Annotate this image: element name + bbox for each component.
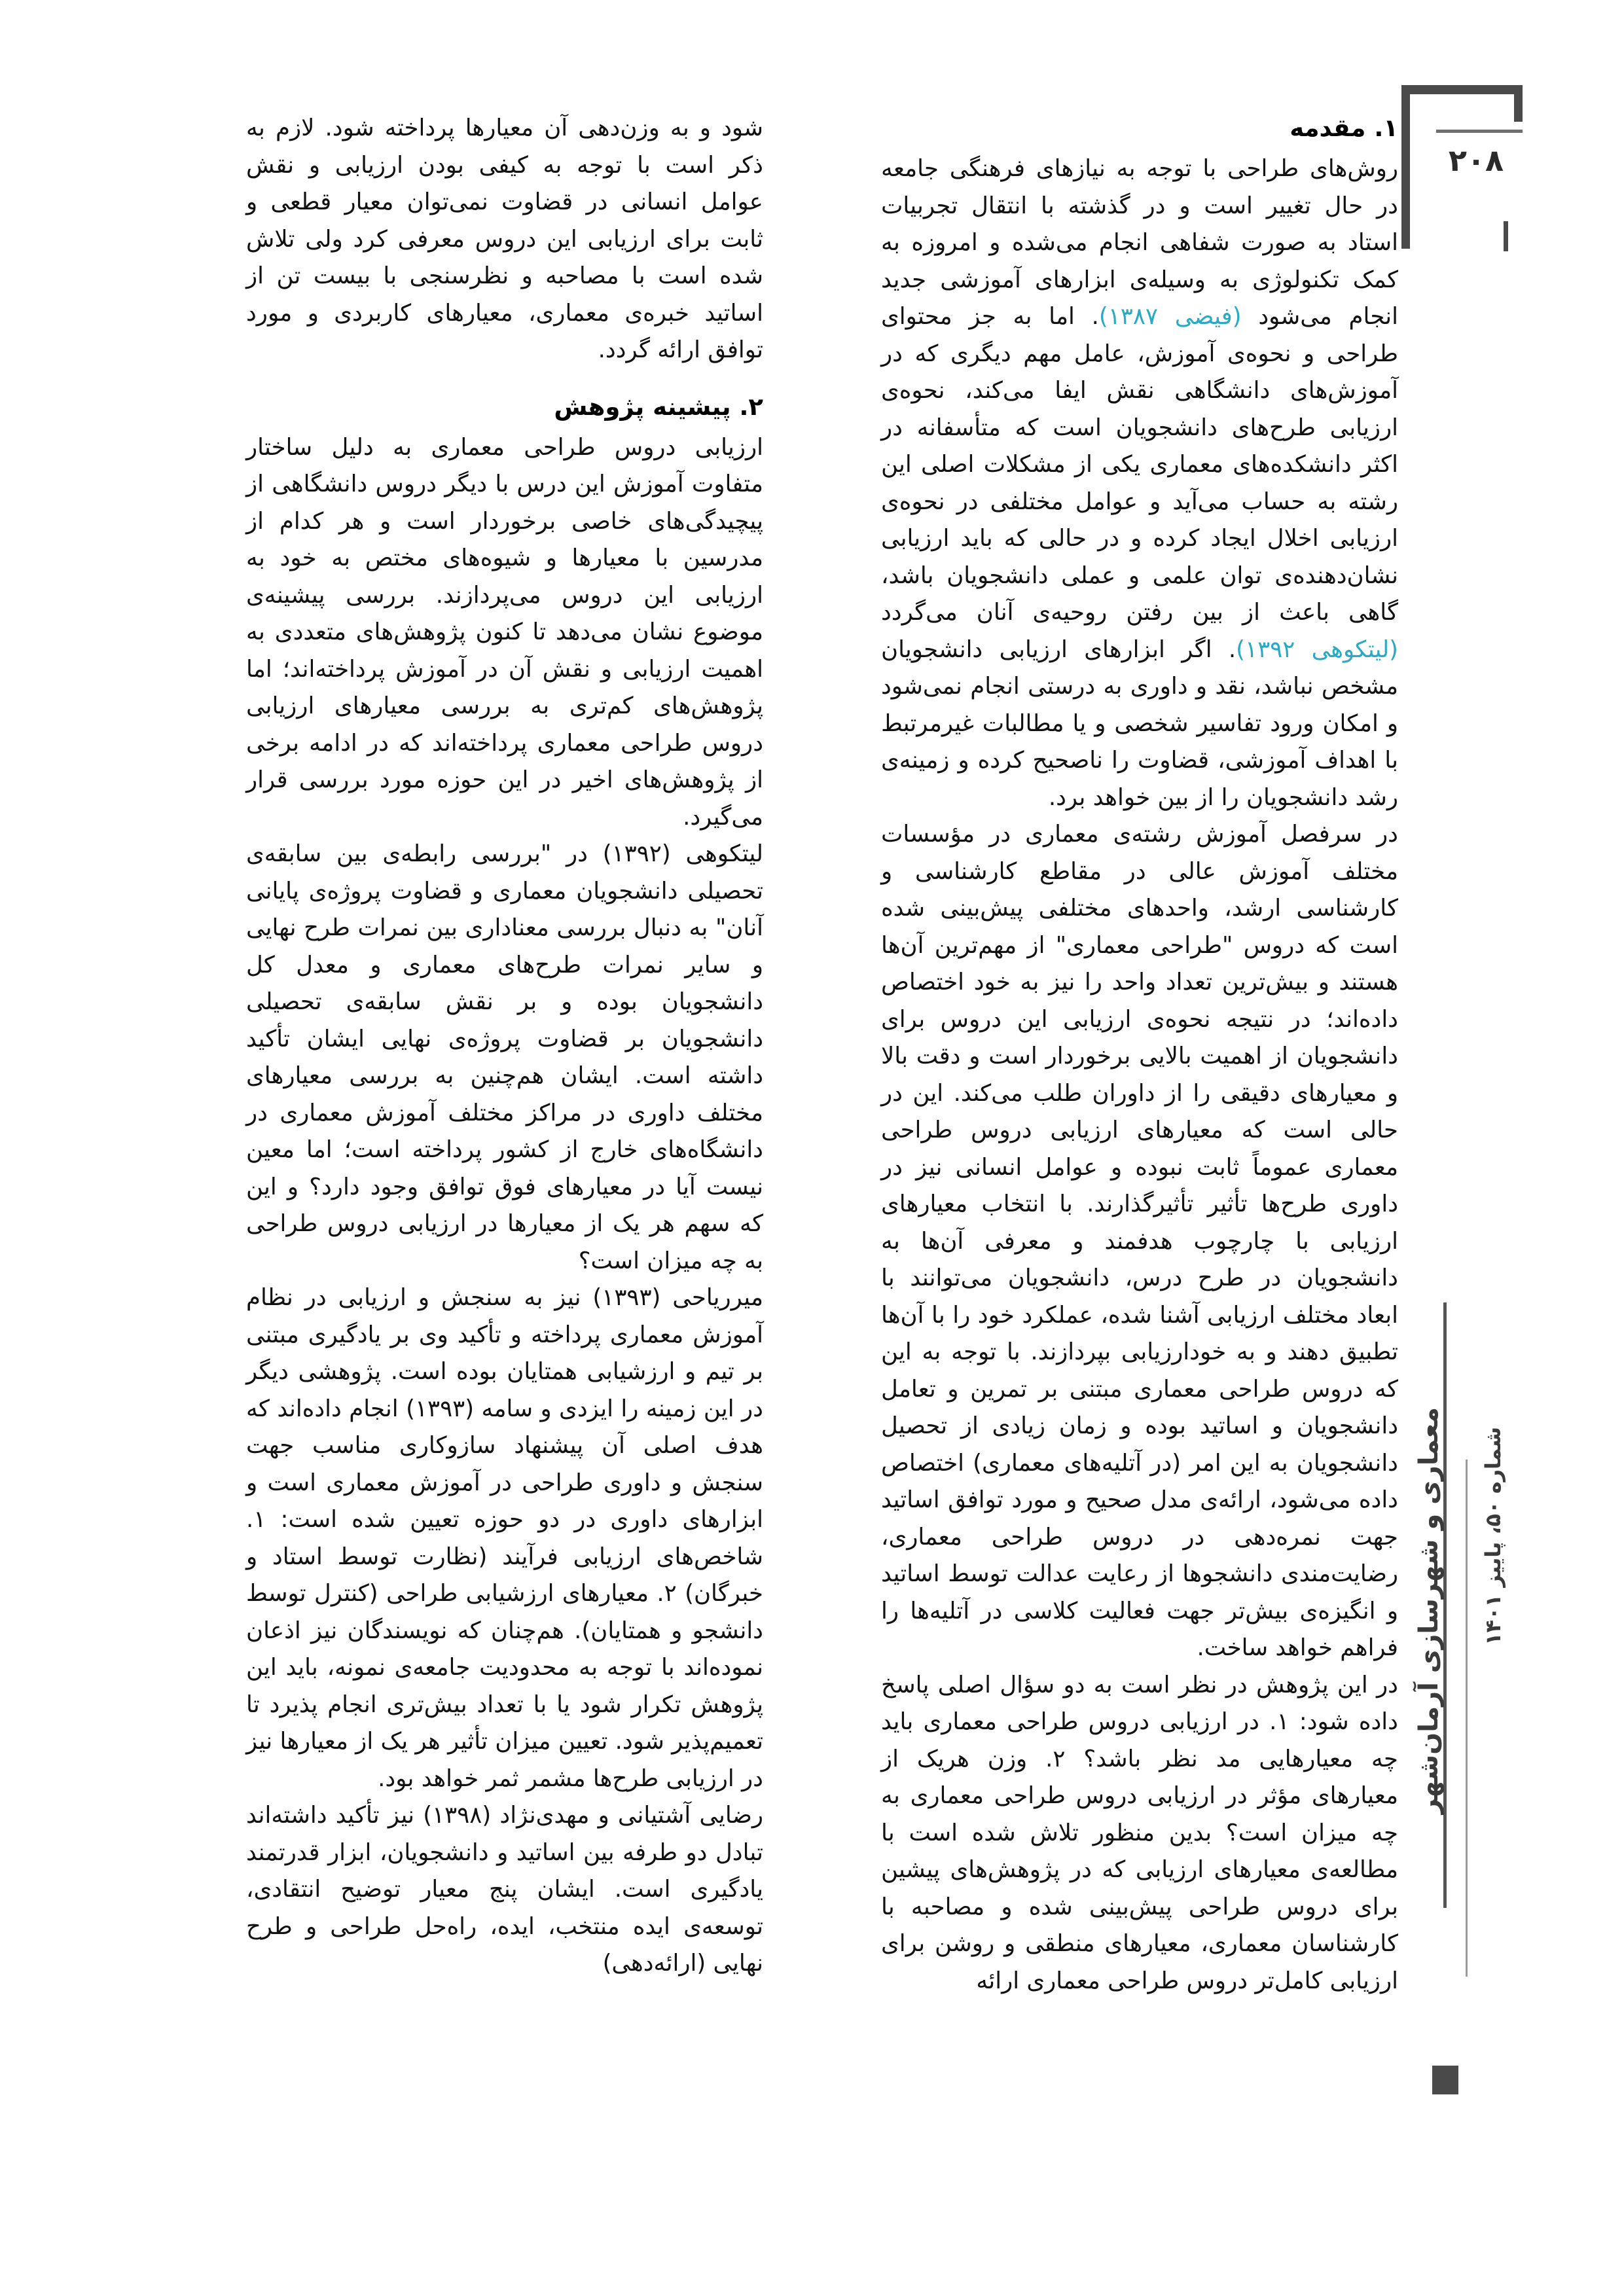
column-right-body <box>881 151 1398 2000</box>
side-rail-block <box>1432 2066 1458 2094</box>
body-paragraph: روش‌های طراحی با توجه به نیازهای فرهنگی جامعه در حال تغییر است و در گذشته با انتقال تجربیات استاد به صورت شفاهی انجام می‌شده و امروزه به کمک تکنولوژی به وسیله‌ی ابزارهای آموزشی جدید انجام می‌شود (فیضی ۱۳۸۷). اما به جز محتوای طراحی و نحوه‌ی آموزش، عامل مهم دیگری که در آموزش‌های دانشگاهی نقش ایفا می‌کند، نحوه‌ی ارزیابی طرح‌های دانشجویان است که متأسفانه در اکثر دانشکده‌های معماری یکی از مشکلات اصلی این رشته به حساب می‌آید و عوامل مختلفی در نحوه‌ی ارزیابی اخلال ایجاد کرده و در حالی که باید ارزیابی نشان‌دهنده‌ی توان علمی و عملی دانشجویان باشد، گاهی باعث از بین رفتن روحیه‌ی آنان می‌گردد (لیتکوهی ۱۳۹۲). اگر ابزارهای ارزیابی دانشجویان مشخص نباشد، نقد و داوری به درستی انجام نمی‌شود و امکان ورود تفاسیر شخصی و یا مطالبات غیرمرتبط با اهداف آموزشی، قضاوت را ناصحیح کرده و زمینه‌ی رشد دانشجویان را از بین خواهد برد. <box>881 155 1398 811</box>
column-left <box>246 110 763 1982</box>
citation-reference[interactable]: (فیضی ۱۳۸۷) <box>1098 303 1242 330</box>
column-right <box>881 110 1398 2000</box>
journal-title: معماری و شهرسازی آرمان‌شهر <box>1414 1407 1444 1814</box>
body-paragraph: در این پژوهش در نظر است به دو سؤال اصلی پاسخ داده شود: ۱. در ارزیابی دروس طراحی معماری باید چه معیارهایی مد نظر باشد؟ ۲. وزن هریک از معیارهای مؤثر در ارزیابی دروس طراحی معماری به چه میزان است؟ بدین منظور تلاش شده است با مطالعه‌ی معیارهای ارزیابی که در پژوهش‌های پیشین برای دروس طراحی پیش‌بینی شده و مصاحبه با کارشناسان معماری، معیارهای منطقی و روشن برای ارزیابی کامل‌تر دروس طراحی معماری ارائه <box>881 1671 1398 1994</box>
issue-line: شماره ۵۰، پاییز ۱۴۰۱ <box>1481 1427 1506 1646</box>
body-paragraph: میرریاحی (۱۳۹۳) نیز به سنجش و ارزیابی در نظام آموزش معماری پرداخته و تأکید وی بر یادگیری مبتنی بر تیم و ارزشیابی همتایان بوده است. پژوهشی دیگر در این زمینه را ایزدی و سامه (۱۳۹۳) انجام داده‌اند که هدف اصلی آن پیشنهاد سازوکاری مناسب جهت سنجش و داوری طراحی در آموزش معماری است و ابزارهای داوری در دو حوزه تعیین شده است: ۱. شاخص‌های ارزیابی فرآیند (نظارت توسط استاد و خبرگان) ۲. معیارهای ارزشیابی طراحی (کنترل توسط دانشجو و همتایان). هم‌چنان که نویسندگان نیز اذعان نموده‌اند با توجه به محدودیت جامعه‌ی نمونه، باید این پژوهش تکرار شود یا با تعداد بیش‌تری انجام پذیرد تا تعمیم‌پذیر شود. تعیین میزان تأثیر هر یک از معیارها نیز در ارزیابی طرح‌ها مشمر ثمر خواهد بود. <box>246 1284 763 1792</box>
side-running-head <box>1411 1302 1509 2094</box>
page-number-corner-mark <box>1401 85 1523 278</box>
body-paragraph: در سرفصل آموزش رشته‌ی معماری در مؤسسات مختلف آموزش عالی در مقاطع کارشناسی و کارشناسی ارشد، واحدهای مختلفی پیش‌بینی شده است که دروس "طراحی معماری" از مهم‌ترین آن‌ها هستند و بیش‌ترین تعداد واحد را نیز به خود اختصاص داده‌اند؛ در نتیجه نحوه‌ی ارزیابی این دروس برای دانشجویان از اهمیت بالایی برخوردار است و دقت بالا و معیارهای دقیقی را از داوران طلب می‌کند. این در حالی است که معیارهای ارزیابی دروس طراحی معماری عموماً ثابت نبوده و عوامل انسانی نیز در داوری طرح‌ها تأثیر تأثیرگذارند. با انتخاب معیارهای ارزیابی با چارچوب هدفمند و معرفی آن‌ها به دانشجویان در طرح درس، دانشجویان می‌توانند با ابعاد مختلف ارزیابی آشنا شده، عملکرد خود را با آن‌ها تطبیق دهند و به خودارزیابی بپردازند. با توجه به این که دروس طراحی معماری مبتنی بر تمرین و تعامل دانشجویان و اساتید بوده و زمان زیادی از تحصیل دانشجویان به این امر (در آتلیه‌های معماری) اختصاص داده می‌شود، ارائه‌ی مدل صحیح و مورد توافق اساتید جهت نمره‌دهی در دروس طراحی معماری، رضایت‌مندی دانشجوها از رعایت عدالت توسط اساتید و انگیزه‌ی بیش‌تر جهت فعالیت کلاسی در آتلیه‌ها را فراهم خواهد ساخت. <box>881 821 1398 1661</box>
page-number: ۲۰۸ <box>1448 143 1504 178</box>
corner-bracket-left <box>1401 85 1410 249</box>
section-heading-literature-review: ۲. پیشینه پژوهش <box>554 392 763 421</box>
body-paragraph: لیتکوهی (۱۳۹۲) در "بررسی رابطه‌ی بین سابقه‌ی تحصیلی دانشجویان معماری و قضاوت پروژه‌ی پایانی آنان" به دنبال بررسی معناداری بین نمرات طرح نهایی و سایر نمرات طرح‌های معماری و معدل کل دانشجویان بوده و بر نقش سابقه‌ی تحصیلی دانشجویان بر قضاوت پروژه‌ی نهایی ایشان تأکید داشته است. ایشان هم‌چنین به بررسی معیارهای مختلف داوری در مراکز مختلف آموزش معماری در دانشگاه‌های خارج از کشور پرداخته است؛ اما معین نیست آیا در معیارهای فوق توافق وجود دارد؟ و این که سهم هر یک از معیارها در ارزیابی دروس طراحی به چه میزان است؟ <box>246 840 763 1274</box>
body-paragraph: رضایی آشتیانی و مهدی‌نژاد (۱۳۹۸) نیز تأکید داشته‌اند تبادل دو طرفه بین اساتید و دانشجویان، ابزار قدرتمند یادگیری است. ایشان پنج معیار توضیح انتقادی، توسعه‌ی ایده منتخب، ایده، راه‌حل طراحی و طرح نهایی (ارائه‌دهی) <box>246 1802 763 1977</box>
corner-bracket-stub <box>1514 85 1523 122</box>
column-left-carryover <box>246 110 763 369</box>
corner-bracket-top <box>1401 85 1523 94</box>
body-paragraph: شود و به وزن‌دهی آن معیارها پرداخته شود. لازم به ذکر است با توجه به کیفی بودن ارزیابی و نقش عوامل انسانی در قضاوت نمی‌توان معیار قطعی و ثابت برای ارزیابی این دروس معرفی کرد ولی تلاش شده است با مصاحبه و نظرسنجی با بیست تن از اساتید خبره‌ی معماری، معیارهای کاربردی و مورد توافق ارائه گردد. <box>246 115 763 363</box>
citation-reference[interactable]: (لیتکوهی ۱۳۹۲) <box>1236 636 1398 663</box>
corner-tick <box>1504 221 1508 251</box>
section-heading-introduction: ۱. مقدمه <box>1290 114 1398 142</box>
side-rail-line-thin <box>1466 1460 1468 1977</box>
column-left-body <box>246 429 763 1982</box>
body-paragraph: ارزیابی دروس طراحی معماری به دلیل ساختار متفاوت آموزش این درس با دیگر دروس دانشگاهی از پیچیدگی‌های خاصی برخوردار است و هر کدام از مدرسین با معیارها و شیوه‌های مختص به خود به ارزیابی این دروس می‌پردازند. بررسی پیشینه‌ی موضوع نشان می‌دهد تا کنون پژوهش‌های متعددی به اهمیت ارزیابی و نقش آن در آموزش پرداخته‌اند؛ اما پژوهش‌های کم‌تری به بررسی معیارهای ارزیابی دروس طراحی معماری پرداخته‌اند که در ادامه برخی از پژوهش‌های اخیر در این حوزه مورد بررسی قرار می‌گیرد. <box>246 433 763 831</box>
corner-rule <box>1436 130 1523 133</box>
